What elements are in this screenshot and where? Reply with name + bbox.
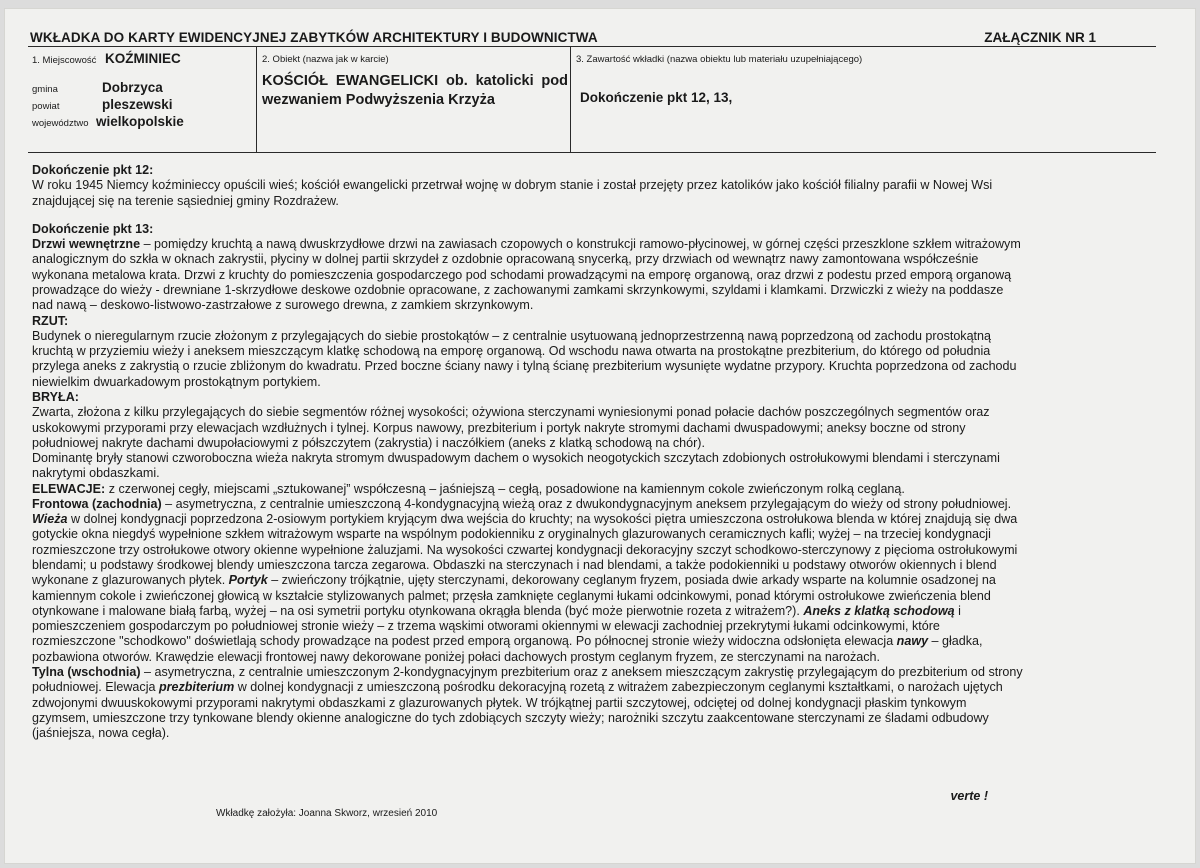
text-line [32, 573, 1164, 588]
text-run: – asymetryczna, z centralnie umieszczonym 2-kondygnacyjnym prezbiterium oraz z aneksem mieszczącym zakrystię przylegającym do prezbiterium od strony [140, 665, 1023, 679]
text-line [32, 482, 1164, 497]
drzwi-heading: Drzwi wewnętrzne [32, 237, 141, 252]
text-line: (jaśniejsza, nowa cegła). [32, 726, 170, 741]
text-line: Budynek o nieregularnym rzucie złożonym z przylegających do siebie prostokątów – z centralnie usytuowaną jednoprzestrzenną nawą poprzedzoną od zachodu prostokątną [32, 328, 991, 343]
text-line: gzymsem, umieszczone trzy tynkowane blendy okienne analogiczne do tych zdobiących szczyty wieży; narożniki szczytu zaakcentowane sterczynami ze śladami odbudowy [32, 710, 989, 725]
text-run: i [954, 603, 961, 618]
text-line: znajdującej się na terenie sąsiedniej gminy Rozdrażew. [32, 193, 339, 208]
text-line: kruchtą w przyziemiu wieży i aneksem mieszczącym klatkę schodową na emporę organową. Od wschodu nawa otwarta na prostokątne prezbiterium, do którego od południa [32, 344, 991, 359]
header-top-rule [28, 46, 1156, 47]
gmina-label: gmina [32, 84, 58, 95]
text-line [32, 497, 1164, 512]
text-run: otynkowane i malowane białą farbą, wyżej – na osi symetrii portyku otynkowana okrągła blenda (być może pierwotnie rozeta z witrażem?). [32, 603, 804, 618]
content-label: 3. Zawartość wkładki (nazwa obiektu lub materiału uzupełniającego) [576, 54, 863, 65]
aneks-term: Aneks z klatką schodową [803, 603, 955, 618]
pkt12-heading: Dokończenie pkt 12: [32, 163, 154, 177]
wojewodztwo-label: województwo [32, 118, 89, 129]
text-line: wykonana metalowa krata. Drzwi z kruchty do pomieszczenia gospodarczego pod schodami prowadzącymi na emporę organową, oraz drzwi z podestu przed emporą organową [32, 267, 1012, 282]
pkt13-heading: Dokończenie pkt 13: [32, 221, 154, 236]
text-run: – asymetryczna, z centralnie umieszczoną 4-kondygnacyjną wieżą oraz z dwukondygnacyjnym aneksem przylegającym do wieży od strony południowej. [161, 496, 1012, 511]
text-run: z czerwonej cegły, miejscami „sztukowanej” współczesną – jaśniejszą – cegłą, posadowione na kamiennym cokole zwieńczonym rolką ceglaną. [105, 481, 905, 496]
text-line: nakrytymi obdaszkami. [32, 466, 160, 481]
text-line: niewielkim dwuarkadowym prostokątnym portykiem. [32, 374, 321, 389]
text-line: pozbawiona otworów. Krawędzie elewacji frontowej nawy dekorowane poniżej połaci dachowych prostym ceglanym fryzem, ze sterczynami na narożach. [32, 649, 881, 664]
text-line: prowadzące do wieży - drewniane 1-skrzydłowe deskowe ozdobnie opracowane, z zachowanymi zamkami skrzynkowymi, szyldami i klamkami. Drzwiczki z wieży na poddasze [32, 282, 1004, 297]
text-run: – zwieńczony trójkątnie, ujęty sterczynami, dekorowany ceglanym fryzem, posiada dwie arkady wsparte na kolumnie osadzonej na [267, 573, 996, 588]
powiat-label: powiat [32, 101, 60, 112]
col-divider-1 [256, 46, 257, 152]
text-run: w dolnej kondygnacji poprzedzona 2-osiowym portykiem kryjącym dwa wejścia do kruchty; na wysokości piętra umieszczona ostrołukowa blenda w której znajdują się dwa [67, 512, 1018, 527]
powiat-value: pleszewski [102, 97, 173, 112]
bryla-heading: BRYŁA: [32, 389, 79, 404]
text-line [32, 680, 1164, 695]
text-line: gotyckie okna niegdyś wypełnione szkłem witrażowym wsparte na wspólnym podokienniku z oryginalnych glazurowanych ceramicznych kafli; wyżej – na trzeciej kondygnacji [32, 527, 991, 542]
text-line: pomieszczeniem gospodarczym po południowej stronie wieży – z trzema wąskimi otworami okiennymi w elewacji zachodniej przekrytymi łukami odcinkowymi, które [32, 619, 940, 634]
text-line: zdwojonymi dwuuskokowymi przyporami nakrytymi obdaszkami z glazurowanych płytek. W trójkątnej partii szczytowej, odciętej od dolnej kondygnacji płaskim tynkowym [32, 695, 967, 710]
text-line: Zwarta, złożona z kilku przylegających do siebie segmentów różnej wysokości; ożywiona sterczynami wyniesionymi ponad połacie dachów poszczególnych segmentów oraz [32, 405, 990, 420]
text-line [32, 512, 1164, 527]
gmina-value: Dobrzyca [102, 80, 163, 95]
text-line: przylega aneks z zakrystią o rzucie zbliżonym do kwadratu. Przed boczne ściany nawy i tylną ścianę prezbiterium wysunięte wydatne przypory. Kruchta poprzedzona od zachodu [32, 359, 1017, 374]
rzut-heading: RZUT: [32, 313, 69, 328]
text-line: rozmieszczone trzy ostrołukowe otwory okienne wypełnione żaluzjami. Na wysokości czwartej kondygnacji dekoracyjny szczyt schodkowo-sterczynowy z pięcioma ostrołukowymi [32, 542, 1018, 557]
text-line [32, 237, 1164, 252]
locality-label: 1. Miejscowość [32, 55, 97, 66]
col-divider-2 [570, 46, 571, 152]
text-run: w dolnej kondygnacji z umieszczoną pośrodku dekoracyjną rozetą z witrażem zabezpieczonym ceglanymi kształtkami, o narożach ujętych [234, 680, 1003, 695]
locality-value: KOŹMINIEC [105, 51, 181, 66]
portyk-term: Portyk [228, 573, 268, 588]
header-bottom-rule [28, 152, 1156, 153]
text-line [32, 604, 1164, 619]
text-line: nad nawą – deskowo-listwowo-zastrzałowe z surowego drewna, z zamkiem skrzynkowym. [32, 298, 534, 313]
wieza-term: Wieża [32, 512, 68, 527]
tylna-heading: Tylna (wschodnia) [32, 665, 141, 679]
record-sheet [4, 8, 1196, 864]
text-run: wykonane z glazurowanych płytek. [32, 573, 229, 588]
text-line: uskokowymi przyporami przy elewacjach wzdłużnych i tylnej. Korpus nawowy, prezbiterium i portyk nakryte stromymi dachami dwuspadowymi; aneksy boczne od strony [32, 420, 966, 435]
form-title: WKŁADKA DO KARTY EWIDENCYJNEJ ZABYTKÓW ARCHITEKTURY I BUDOWNICTWA [30, 30, 598, 45]
text-line: W roku 1945 Niemcy koźminieccy opuścili wieś; kościół ewangelicki przetrwał wojnę w dobrym stanie i został przejęty przez katolików jako kościół filialny parafii w Nowej Wsi [32, 178, 993, 193]
text-run: – pomiędzy kruchtą a nawą dwuskrzydłowe drzwi na zawiasach czopowych o konstrukcji ramowo-płycinowej, w górnej części przeszklone szkłem witrażowym [140, 237, 1021, 252]
text-line: Dominantę bryły stanowi czworoboczna wieża nakryta stromym dwuspadowym dachem o wysokich neogotyckich szczytach zdobionych ostrołukowymi blendami i sterczynami [32, 451, 1000, 466]
text-run: południowej. Elewacja [32, 680, 159, 695]
verte-note: verte ! [950, 789, 988, 803]
prezbiterium-term: prezbiterium [158, 680, 235, 695]
frontowa-heading: Frontowa (zachodnia) [32, 496, 162, 511]
nawy-term: nawy [896, 634, 929, 649]
text-line: blendami; u podstawy środkowej blendy umieszczona tarcza zegarowa. Obdaszki na sterczynach i nad blendami, a także podokienniki u podstawy otworów okiennych i blend [32, 558, 997, 573]
text-line: południowej nakryte dachami dwupołaciowymi z półszczytem (zakrystia) i naczółkiem (aneks z klatką schodową na chór). [32, 435, 705, 450]
text-line [32, 634, 1164, 649]
text-line: analogicznym do szkła w oknach zakrystii, płyciny w dolnej partii skrzydeł z ozdobnie opracowaną snycerką, przy drzwiach od wewnątrz nawy zamontowana współcześnie [32, 252, 979, 267]
text-run: rozmieszczone "schodkowo" doświetlają schody prowadzące na podest przed emporą organową. Po północnej stronie wieży widoczna odsłonięta elewacja [32, 634, 897, 649]
object-label: 2. Obiekt (nazwa jak w karcie) [262, 54, 389, 65]
document-body [32, 163, 1164, 741]
attachment-number: ZAŁĄCZNIK NR 1 [984, 30, 1096, 45]
wojewodztwo-value: wielkopolskie [96, 114, 184, 129]
elewacje-heading: ELEWACJE: [32, 481, 106, 496]
text-line: kamiennym cokole i zwieńczonej głowicą w kształcie stylizowanych palmet; przęsła zamknięte ceglanymi łukami odcinkowymi, ponad którymi ostrołukowe zwieńczenia blend [32, 588, 991, 603]
text-line [32, 665, 1164, 680]
text-run: – gładka, [928, 634, 983, 649]
object-name: KOŚCIÓŁ EWANGELICKI ob. katolicki pod wezwaniem Podwyższenia Krzyża [262, 73, 568, 108]
author-note: Wkładkę założyła: Joanna Skworz, wrzesień 2010 [216, 808, 438, 819]
content-value: Dokończenie pkt 12, 13, [580, 90, 733, 105]
